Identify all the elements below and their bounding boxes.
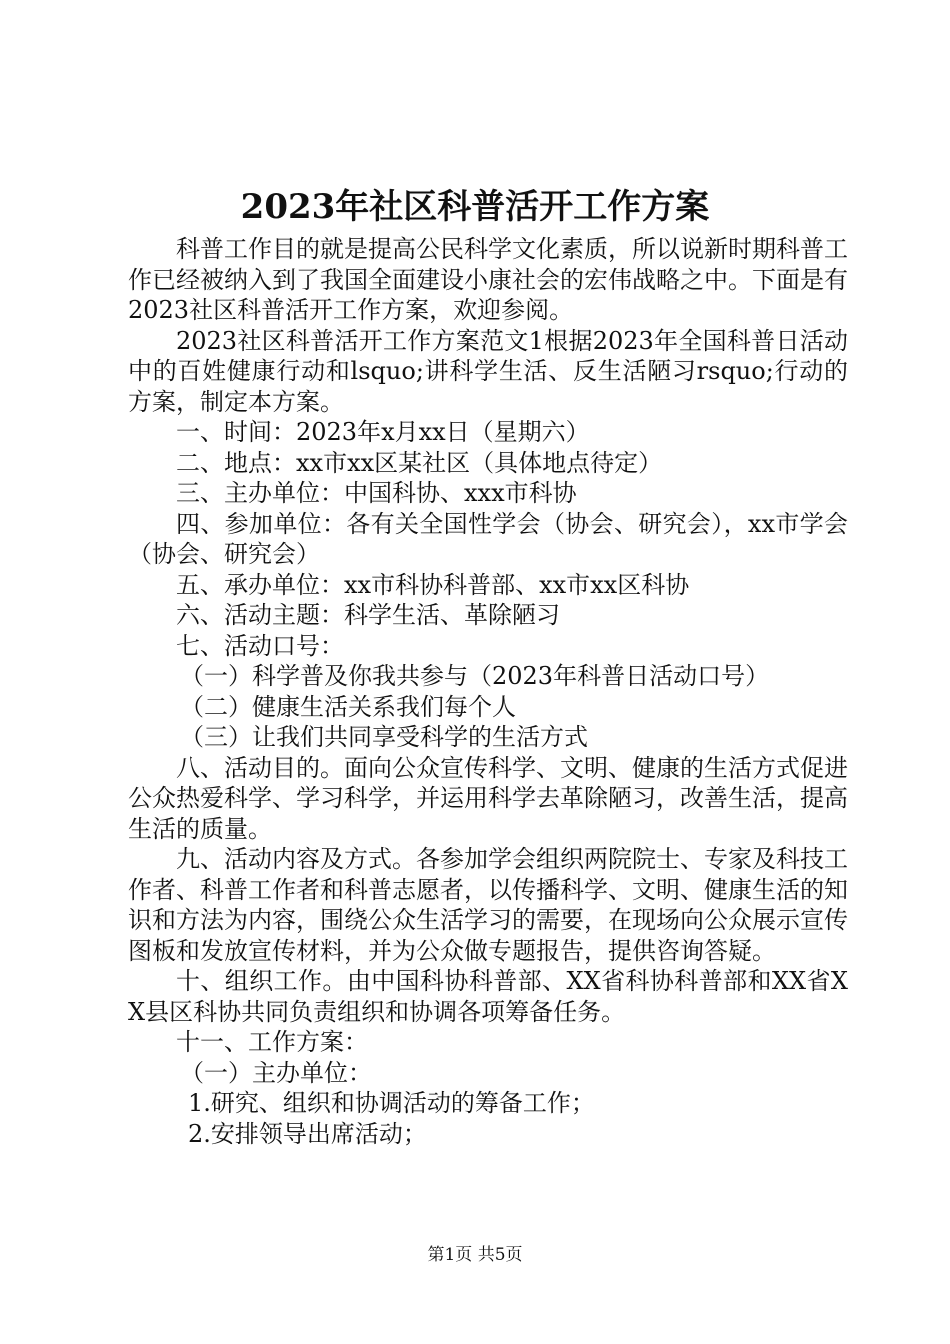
paragraph-sample-1: 2023社区科普活开工作方案范文1根据2023年全国科普日活动中的百姓健康行动和lsquo;讲科学生活、反生活陋习rsquo;行动的方案，制定本方案。 <box>128 326 848 416</box>
paragraph-slogan-2: （二）健康生活关系我们每个人 <box>180 692 516 721</box>
paragraph-theme: 六、活动主题：科学生活、革除陋习 <box>176 601 560 629</box>
paragraph-organization: 十、组织工作。由中国科协科普部、XX省科协科普部和XX省XX县区科协共同负责组织和协调各项筹备任务。 <box>128 967 848 1026</box>
paragraph-content: 九、活动内容及方式。各参加学会组织两院院士、专家及科技工作者、科普工作者和科普志愿者，以传播科学、文明、健康生活的知识和方法为内容，围绕公众生活学习的需要，在现场向公众展示宣传图板和发放宣传材料，并为公众做专题报告，提供咨询答疑。 <box>128 845 848 965</box>
paragraph-slogan-1: （一）科学普及你我共参与（2023年科普日活动口号） <box>180 662 770 690</box>
document-title: 2023年社区科普活开工作方案 <box>240 187 710 227</box>
paragraph-time: 一、时间：2023年x月xx日（星期六） <box>176 418 590 446</box>
paragraph-participants: 四、参加单位：各有关全国性学会（协会、研究会），xx市学会（协会、研究会） <box>128 509 848 568</box>
paragraph-plan-item-2: 2.安排领导出席活动； <box>188 1119 427 1148</box>
document-body <box>128 234 848 1149</box>
paragraph-organizer: 五、承办单位：xx市科协科普部、xx市xx区科协 <box>176 570 690 599</box>
paragraph-location: 二、地点：xx市xx区某社区（具体地点待定） <box>176 448 663 477</box>
paragraph-intro: 科普工作目的就是提高公民科学文化素质，所以说新时期科普工作已经被纳入到了我国全面建设小康社会的宏伟战略之中。下面是有2023社区科普活开工作方案，欢迎参阅。 <box>128 235 848 324</box>
paragraph-plan-heading: 十一、工作方案： <box>176 1028 368 1056</box>
paragraph-purpose: 八、活动目的。面向公众宣传科学、文明、健康的生活方式促进公众热爱科学、学习科学，并运用科学去革除陋习，改善生活，提高生活的质量。 <box>128 753 848 843</box>
paragraph-host: 三、主办单位：中国科协、xxx市科协 <box>176 479 577 507</box>
paragraph-slogan-3: （三）让我们共同享受科学的生活方式 <box>180 723 588 751</box>
paragraph-plan-item-1: 1.研究、组织和协调活动的筹备工作； <box>188 1089 595 1117</box>
paragraph-plan-host: （一）主办单位： <box>180 1058 372 1087</box>
page-footer: 第1页 共5页 <box>427 1245 523 1265</box>
paragraph-slogan-heading: 七、活动口号： <box>176 631 344 660</box>
